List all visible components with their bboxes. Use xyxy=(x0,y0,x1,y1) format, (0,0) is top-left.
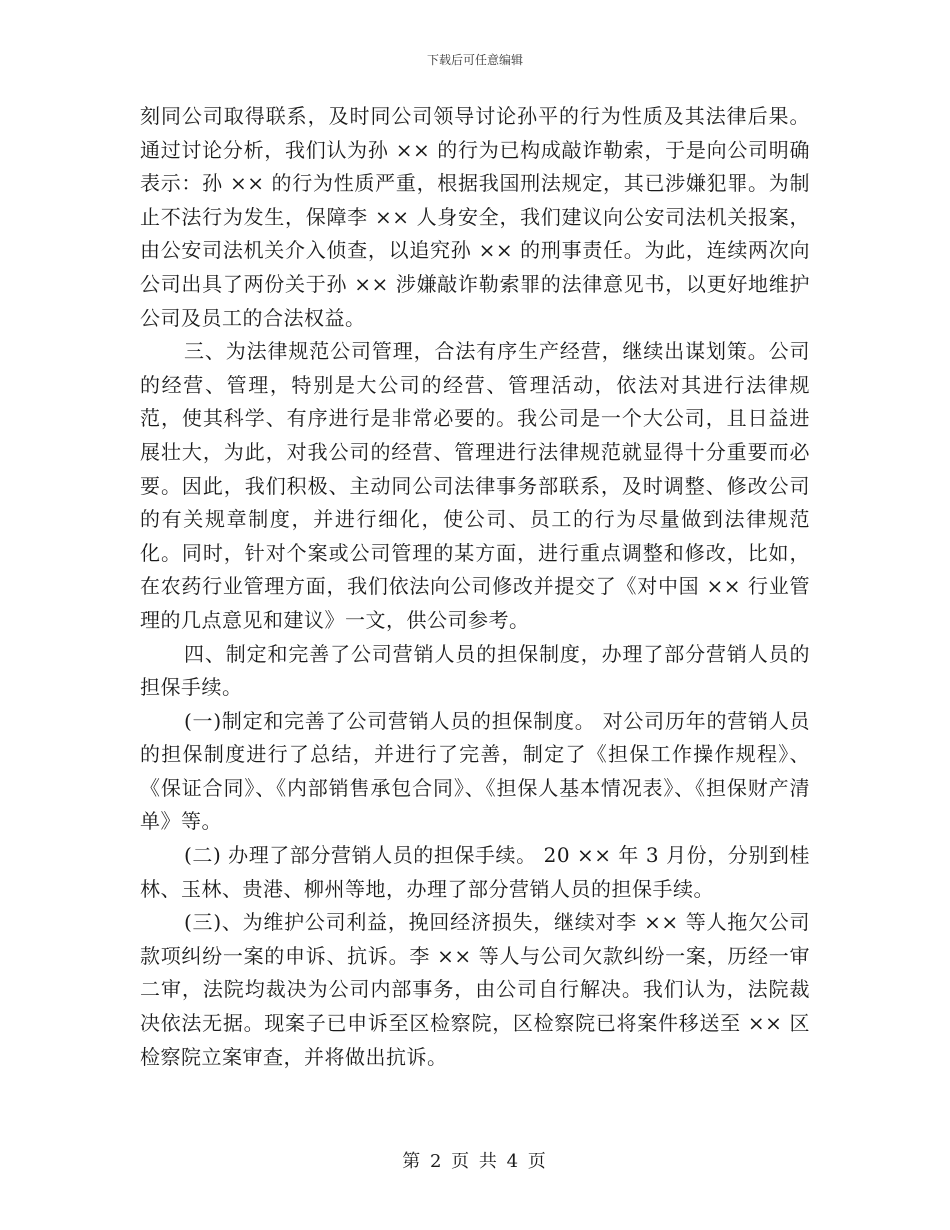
paragraph-section-3: 三、为法律规范公司管理，合法有序生产经营，继续出谋划策。公司的经营、管理，特别是大公司的经营、管理活动，依法对其进行法律规范，使其科学、有序进行是非常必要的。我公司是一个大公司，且日益进展壮大，为此，对我公司的经营、管理进行法律规范就显得十分重要而必要。因此，我们积极、主动同公司法律事务部联系，及时调整、修改公司的有关规章制度，并进行细化，使公司、员工的行为尽量做到法律规范化。同时，针对个案或公司管理的某方面，进行重点调整和修改，比如，在农药行业管理方面，我们依法向公司修改并提交了《对中国 ×× 行业管理的几点意见和建议》一文，供公司参考。 xyxy=(140,339,810,632)
document-body xyxy=(140,100,810,1074)
page-header-note: 下载后可任意编辑 xyxy=(426,53,523,67)
paragraph-section-4: 四、制定和完善了公司营销人员的担保制度，办理了部分营销人员的担保手续。 xyxy=(140,641,810,700)
paragraph-item-1: (一)制定和完善了公司营销人员的担保制度。 对公司历年的营销人员的担保制度进行了总结，并进行了完善，制定了《担保工作操作规程》、《保证合同》、《内部销售承包合同》、《担保人基本情况表》、《担保财产清单》等。 xyxy=(140,708,810,834)
paragraph-item-3: (三)、为维护公司利益，挽回经济损失，继续对李 ×× 等人拖欠公司款项纠纷一案的申诉、抗诉。李 ×× 等人与公司欠款纠纷一案，历经一审二审，法院均裁决为公司内部事务，由公司自行解决。我们认为，法院裁决依法无据。现案子已申诉至区检察院，区检察院已将案件移送至 ×× 区检察院立案审查，并将做出抗诉。 xyxy=(140,910,810,1069)
paragraph-continuation: 刻同公司取得联系，及时同公司领导讨论孙平的行为性质及其法律后果。通过讨论分析，我们认为孙 ×× 的行为已构成敲诈勒索，于是向公司明确表示：孙 ×× 的行为性质严重，根据我国刑法规定，其已涉嫌犯罪。为制止不法行为发生，保障李 ×× 人身安全，我们建议向公安司法机关报案，由公安司法机关介入侦查，以追究孙 ×× 的刑事责任。为此，连续两次向公司出具了两份关于孙 ×× 涉嫌敲诈勒索罪的法律意见书，以更好地维护公司及员工的合法权益。 xyxy=(140,104,810,330)
paragraph-item-2: (二) 办理了部分营销人员的担保手续。 20 ×× 年 3 月份，分别到桂林、玉林、贵港、柳州等地，办理了部分营销人员的担保手续。 xyxy=(140,843,810,901)
page-number-footer: 第 2 页 共 4 页 xyxy=(402,1151,548,1172)
